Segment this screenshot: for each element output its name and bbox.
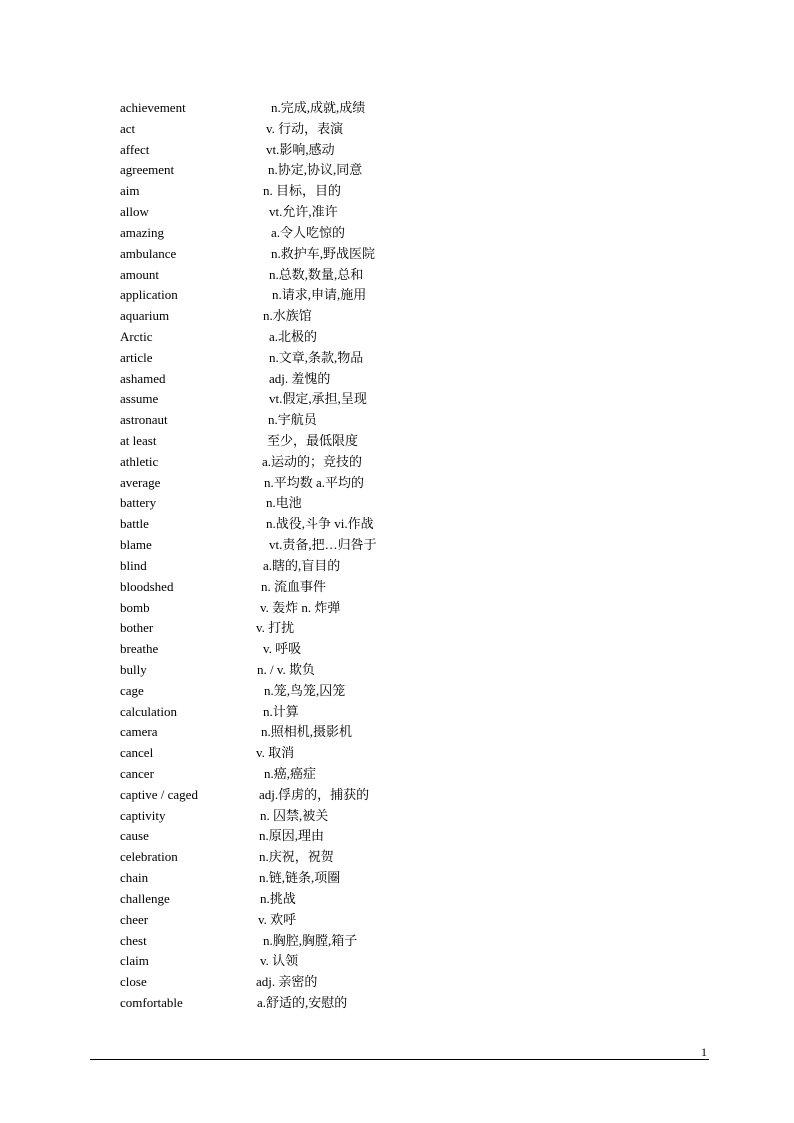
entry-definition: n. 目标，目的	[263, 183, 342, 199]
list-item	[120, 348, 720, 369]
list-item	[120, 764, 720, 785]
entry-word: calculation	[120, 703, 178, 719]
entry-definition: adj. 亲密的	[256, 974, 318, 990]
list-item	[120, 743, 720, 764]
list-item	[120, 410, 720, 431]
entry-definition: n.原因,理由	[259, 828, 325, 844]
entry-definition: n.笼,鸟笼,囚笼	[264, 682, 346, 698]
entry-word: chain	[120, 870, 149, 886]
entry-word: cheer	[120, 911, 149, 927]
entry-word: application	[120, 287, 178, 303]
list-item	[120, 806, 720, 827]
entry-definition: a.令人吃惊的	[271, 224, 346, 240]
list-item	[120, 702, 720, 723]
entry-definition: v. 行动，表演	[266, 120, 344, 136]
list-item	[120, 681, 720, 702]
list-item	[120, 660, 720, 681]
entry-word: achievement	[120, 100, 186, 115]
entry-word: battle	[120, 516, 149, 532]
entry-definition: n.水族馆	[263, 308, 312, 324]
vocabulary-list	[120, 98, 720, 1014]
entry-word: ambulance	[120, 245, 177, 261]
entry-word: close	[120, 974, 147, 990]
entry-word: average	[120, 474, 161, 490]
list-item	[120, 493, 720, 514]
list-item	[120, 389, 720, 410]
entry-word: chest	[120, 932, 147, 948]
list-item	[120, 535, 720, 556]
entry-definition: n.宇航员	[268, 412, 317, 428]
entry-definition: 至少，最低限度	[267, 433, 359, 448]
entry-definition: a.瞎的,盲目的	[263, 557, 341, 573]
list-item	[120, 98, 720, 119]
entry-definition: n.链,链条,项圈	[259, 870, 341, 886]
entry-definition: adj. 羞愧的	[269, 370, 331, 386]
list-item	[120, 972, 720, 993]
entry-definition: n.请求,申请,施用	[272, 287, 367, 303]
entry-word: at least	[120, 433, 157, 448]
entry-definition: vt.责备,把…归咎于	[269, 537, 377, 553]
entry-definition: v. 打扰	[256, 620, 295, 636]
entry-word: aim	[120, 183, 140, 199]
entry-word: challenge	[120, 890, 170, 906]
entry-definition: n.胸腔,胸膛,箱子	[263, 932, 358, 948]
entry-definition: adj.俘虏的，捕获的	[259, 786, 370, 802]
entry-word: blame	[120, 537, 152, 553]
entry-word: allow	[120, 204, 149, 220]
list-item	[120, 369, 720, 390]
entry-definition: n.总数,数量,总和	[269, 266, 364, 282]
entry-word: affect	[120, 141, 150, 157]
entry-word: battery	[120, 495, 157, 511]
list-item	[120, 119, 720, 140]
entry-definition: n.协定,协议,同意	[268, 162, 363, 178]
entry-word: aquarium	[120, 308, 170, 324]
entry-word: bloodshed	[120, 578, 174, 594]
entry-word: act	[120, 120, 136, 136]
list-item	[120, 931, 720, 952]
entry-word: celebration	[120, 849, 178, 865]
entry-definition: n. / v. 欺负	[257, 661, 316, 677]
entry-word: bomb	[120, 599, 150, 615]
entry-word: ashamed	[120, 370, 166, 386]
entry-word: Arctic	[120, 328, 153, 344]
entry-word: astronaut	[120, 412, 168, 428]
entry-definition: n.完成,成就,成绩	[271, 100, 366, 115]
list-item	[120, 265, 720, 286]
list-item	[120, 140, 720, 161]
list-item	[120, 181, 720, 202]
entry-word: comfortable	[120, 994, 183, 1010]
list-item	[120, 910, 720, 931]
entry-word: amount	[120, 266, 159, 282]
entry-word: assume	[120, 391, 159, 407]
list-item	[120, 847, 720, 868]
entry-word: claim	[120, 953, 149, 969]
entry-word: cancel	[120, 745, 154, 761]
entry-word: blind	[120, 557, 147, 573]
entry-word: breathe	[120, 641, 159, 657]
entry-word: cause	[120, 828, 149, 844]
entry-definition: a.北极的	[269, 328, 318, 344]
entry-word: agreement	[120, 162, 175, 178]
list-item	[120, 431, 720, 452]
list-item	[120, 223, 720, 244]
entry-definition: n.电池	[266, 495, 302, 511]
entry-word: cage	[120, 682, 144, 698]
list-item	[120, 556, 720, 577]
entry-definition: n.救护车,野战医院	[271, 245, 376, 261]
entry-definition: a.舒适的,安慰的	[257, 994, 348, 1010]
list-item	[120, 577, 720, 598]
list-item	[120, 244, 720, 265]
entry-definition: v. 欢呼	[258, 911, 297, 927]
entry-definition: a.运动的；竞技的	[262, 453, 363, 469]
entry-definition: vt.允许,准许	[269, 204, 338, 220]
list-item	[120, 327, 720, 348]
entry-definition: v. 认领	[260, 953, 299, 969]
entry-definition: v. 呼吸	[263, 641, 302, 657]
entry-word: amazing	[120, 224, 165, 240]
entry-definition: n.文章,条款,物品	[269, 349, 364, 365]
entry-word: camera	[120, 724, 158, 740]
entry-definition: n. 流血事件	[261, 578, 327, 594]
entry-word: article	[120, 349, 153, 365]
entry-word: bully	[120, 661, 147, 677]
entry-definition: vt.影响,感动	[266, 141, 335, 157]
list-item	[120, 598, 720, 619]
entry-definition: n.照相机,摄影机	[261, 724, 353, 740]
entry-definition: v. 取消	[256, 745, 295, 761]
entry-definition: n.癌,癌症	[264, 766, 317, 781]
entry-definition: vt.假定,承担,呈现	[269, 391, 367, 407]
list-item	[120, 514, 720, 535]
list-item	[120, 868, 720, 889]
list-item	[120, 722, 720, 743]
list-item	[120, 473, 720, 494]
entry-word: cancer	[120, 766, 154, 781]
entry-word: captivity	[120, 807, 166, 823]
list-item	[120, 452, 720, 473]
list-item	[120, 785, 720, 806]
entry-word: bother	[120, 620, 154, 636]
list-item	[120, 993, 720, 1014]
entry-definition: n.挑战	[260, 890, 296, 906]
entry-definition: n.计算	[263, 703, 299, 719]
entry-definition: n.平均数 a.平均的	[264, 474, 365, 490]
list-item	[120, 639, 720, 660]
entry-word: athletic	[120, 453, 159, 469]
entry-definition: v. 轰炸 n. 炸弹	[260, 599, 341, 615]
list-item	[120, 889, 720, 910]
list-item	[120, 306, 720, 327]
page-number: 1	[701, 1045, 707, 1059]
list-item	[120, 160, 720, 181]
entry-definition: n. 囚禁,被关	[260, 807, 329, 823]
entry-definition: n.庆祝，祝贺	[259, 849, 334, 865]
list-item	[120, 618, 720, 639]
list-item	[120, 951, 720, 972]
list-item	[120, 826, 720, 847]
list-item	[120, 202, 720, 223]
list-item	[120, 285, 720, 306]
entry-word: captive / caged	[120, 786, 198, 802]
footer-divider	[90, 1059, 709, 1060]
entry-definition: n.战役,斗争 vi.作战	[266, 516, 374, 532]
